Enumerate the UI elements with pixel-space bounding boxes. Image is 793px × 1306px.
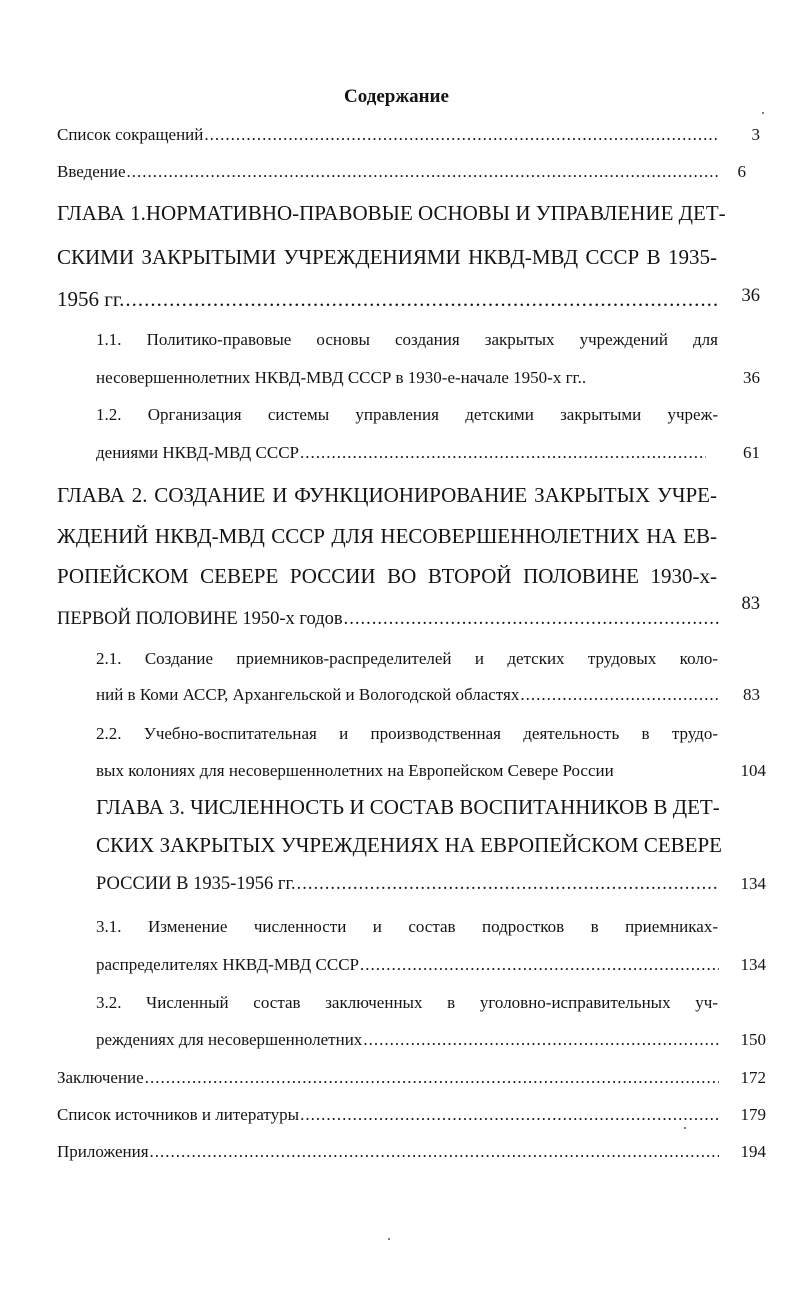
toc-section-2-2-line-1[interactable]: 2.2. Учебно-воспитательная и производственная деятельность в трудо- xyxy=(96,724,718,743)
toc-page-number: 36 xyxy=(743,368,760,387)
toc-page-number: 61 xyxy=(743,443,760,462)
dot-leader xyxy=(127,157,719,187)
dot-leader xyxy=(520,680,719,710)
toc-entry-text: реждениях для несовершеннолетних xyxy=(96,1030,363,1049)
toc-entry-text: Приложения xyxy=(57,1142,149,1161)
toc-chapter-2-line-3[interactable]: РОПЕЙСКОМ СЕВЕРЕ РОССИИ ВО ВТОРОЙ ПОЛОВИНЕ 1930-х- xyxy=(57,564,717,588)
toc-page-number: 6 xyxy=(737,162,746,181)
toc-entry-appendices[interactable] xyxy=(57,1137,723,1167)
toc-entry-text: ний в Коми АССР, Архангельской и Вологодской областях xyxy=(96,685,520,704)
scan-speck xyxy=(388,1238,390,1240)
toc-section-3-2-line-1[interactable]: 3.2. Численный состав заключенных в уголовно-исправительных уч- xyxy=(96,993,718,1012)
dot-leader xyxy=(145,1063,719,1093)
toc-section-2-1-line-2[interactable] xyxy=(96,680,723,710)
toc-chapter-2-line-2[interactable]: ЖДЕНИЙ НКВД-МВД СССР ДЛЯ НЕСОВЕРШЕННОЛЕТНИХ НА ЕВ- xyxy=(57,524,717,548)
dot-leader xyxy=(204,120,719,150)
toc-page-number: 83 xyxy=(743,685,760,704)
toc-entry-text: распределителях НКВД-МВД СССР xyxy=(96,955,360,974)
toc-chapter-1-line-2[interactable]: СКИМИ ЗАКРЫТЫМИ УЧРЕЖДЕНИЯМИ НКВД-МВД СССР В 1935- xyxy=(57,245,717,269)
scan-speck xyxy=(684,1127,686,1129)
toc-section-1-1-line-2[interactable] xyxy=(96,363,723,393)
toc-entry-text: 1956 гг. xyxy=(57,287,125,311)
dot-leader xyxy=(300,1100,719,1130)
toc-entry-abbreviations[interactable] xyxy=(57,120,723,150)
toc-entry-text: Введение xyxy=(57,162,126,181)
toc-entry-sources[interactable] xyxy=(57,1100,723,1130)
toc-page-number: 134 xyxy=(740,955,766,974)
toc-entry-text: Заключение xyxy=(57,1068,144,1087)
toc-page-number: 150 xyxy=(740,1030,766,1049)
toc-entry-text: вых колониях для несовершеннолетних на Европейском Севере России xyxy=(96,761,614,780)
toc-entry-text: несовершеннолетних НКВД-МВД СССР в 1930-е-начале 1950-х гг.. xyxy=(96,368,587,387)
toc-section-3-1-line-2[interactable] xyxy=(96,950,723,980)
toc-entry-text: Список источников и литературы xyxy=(57,1105,300,1124)
toc-entry-conclusion[interactable] xyxy=(57,1063,723,1093)
dot-leader xyxy=(363,1025,719,1055)
toc-chapter-2-line-4[interactable] xyxy=(57,604,723,634)
dot-leader xyxy=(360,950,719,980)
toc-section-2-1-line-1[interactable]: 2.1. Создание приемников-распределителей и детских трудовых коло- xyxy=(96,649,718,668)
toc-section-1-2-line-1[interactable]: 1.2. Организация системы управления детскими закрытыми учреж- xyxy=(96,405,718,424)
toc-page-number: 179 xyxy=(740,1105,766,1124)
toc-entry-text: дениями НКВД-МВД СССР xyxy=(96,443,300,462)
toc-page-number: 172 xyxy=(740,1068,766,1087)
toc-section-3-1-line-1[interactable]: 3.1. Изменение численности и состав подростков в приемниках- xyxy=(96,917,718,936)
toc-section-2-2-line-2[interactable] xyxy=(96,756,716,786)
toc-page-number: 194 xyxy=(740,1142,766,1161)
toc-entry-text: Список сокращений xyxy=(57,125,204,144)
toc-chapter-3-line-3[interactable] xyxy=(96,869,723,899)
toc-page-number: 134 xyxy=(740,874,766,893)
toc-page-number: 36 xyxy=(741,286,760,306)
toc-chapter-3-line-1[interactable]: ГЛАВА 3. ЧИСЛЕННОСТЬ И СОСТАВ ВОСПИТАННИКОВ В ДЕТ- xyxy=(96,795,720,819)
dot-leader xyxy=(297,869,719,899)
toc-chapter-1-line-3[interactable] xyxy=(57,284,723,314)
dot-leader xyxy=(344,604,719,634)
toc-entry-introduction[interactable] xyxy=(57,157,723,187)
toc-page-number: 3 xyxy=(751,125,760,144)
toc-section-1-2-line-2[interactable] xyxy=(96,438,710,468)
toc-page-number: 83 xyxy=(741,594,760,614)
dot-leader xyxy=(150,1137,719,1167)
toc-section-1-1-line-1[interactable]: 1.1. Политико-правовые основы создания закрытых учреждений для xyxy=(96,330,718,349)
toc-page-number: 104 xyxy=(740,761,766,780)
toc-entry-text: РОССИИ В 1935-1956 гг. xyxy=(96,874,296,894)
toc-chapter-1-line-1[interactable]: ГЛАВА 1.НОРМАТИВНО-ПРАВОВЫЕ ОСНОВЫ И УПРАВЛЕНИЕ ДЕТ- xyxy=(57,201,726,225)
toc-chapter-3-line-2[interactable]: СКИХ ЗАКРЫТЫХ УЧРЕЖДЕНИЯХ НА ЕВРОПЕЙСКОМ СЕВЕРЕ xyxy=(96,833,723,857)
page-title: Содержание xyxy=(344,86,449,107)
toc-entry-text: ПЕРВОЙ ПОЛОВИНЕ 1950-х годов xyxy=(57,609,343,629)
dot-leader xyxy=(125,284,719,314)
toc-section-3-2-line-2[interactable] xyxy=(96,1025,723,1055)
toc-chapter-2-line-1[interactable]: ГЛАВА 2. СОЗДАНИЕ И ФУНКЦИОНИРОВАНИЕ ЗАКРЫТЫХ УЧРЕ- xyxy=(57,483,717,507)
scan-speck xyxy=(762,112,764,114)
dot-leader xyxy=(300,438,706,468)
